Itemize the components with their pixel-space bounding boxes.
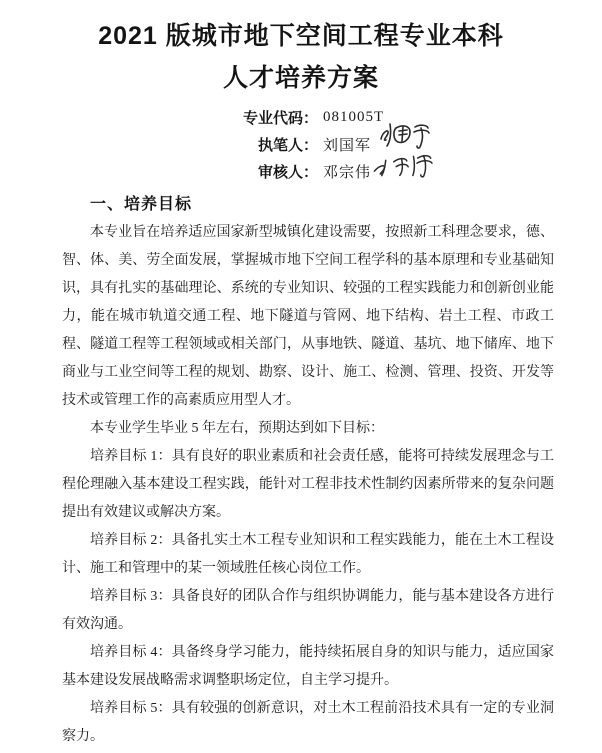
writer-name: 刘国军 [323,138,372,154]
section-heading: 一、培养目标 [90,196,193,213]
paragraph-objective-2: 培养目标 2：具备扎实土木工程专业知识和工程实践能力，能在土木工程设计、施工和管理中的某一领域胜任核心岗位工作。 [62,533,554,576]
major-code-label: 专业代码： [243,110,319,127]
reviewer-label: 审核人： [257,164,318,181]
paragraph-objective-1: 培养目标 1：具有良好的职业素质和社会责任感，能将可持续发展理念与工程伦理融入基本建设工程实践，能针对工程非技术性制约因素所带来的复杂问题提出有效建议或解决方案。 [62,449,554,520]
paragraph-objective-5: 培养目标 5：具有较强的创新意识，对土木工程前沿技术具有一定的专业洞察力。 [62,701,554,744]
document-title-line-1: 2021 版城市地下空间工程专业本科 [98,22,504,50]
reviewer-signature-icon [371,147,439,182]
paragraph-objective-3: 培养目标 3：具备良好的团队合作与组织协调能力，能与基本建设各方进行有效沟通。 [62,589,554,632]
writer-signature-icon [379,120,431,150]
reviewer-name: 邓宗伟 [323,165,372,181]
writer-label: 执笔人： [257,137,318,154]
document-title [0,0,602,95]
major-code-value: 081005T [323,109,385,125]
paragraph-overview: 本专业旨在培养适应国家新型城镇化建设需要，按照新工科理念要求，德、智、体、美、劳全面发展，掌握城市地下空间工程学科的基本原理和专业基础知识，具有扎实的基础理论、系统的专业知识、较强的工程实践能力和创新创业能力，能在城市轨道交通工程、地下隧道与管网、地下结构、岩土工程、市政工程、隧道工程等工程领域或相关部门，从事地铁、隧道、基坑、地下储库、地下商业与工业空间等工程的规划、勘察、设计、施工、检测、管理、投资、开发等技术或管理工作的高素质应用型人才。 [62,225,554,408]
paragraph-goals-intro: 本专业学生毕业 5 年左右，预期达到如下目标： [90,421,384,436]
section-training-objectives [62,191,554,751]
document-title-line-2: 人才培养方案 [222,64,379,92]
paragraph-objective-4: 培养目标 4：具备终身学习能力，能持续拓展自身的知识与能力，适应国家基本建设发展战略需求调整职场定位，自主学习提升。 [62,645,554,688]
